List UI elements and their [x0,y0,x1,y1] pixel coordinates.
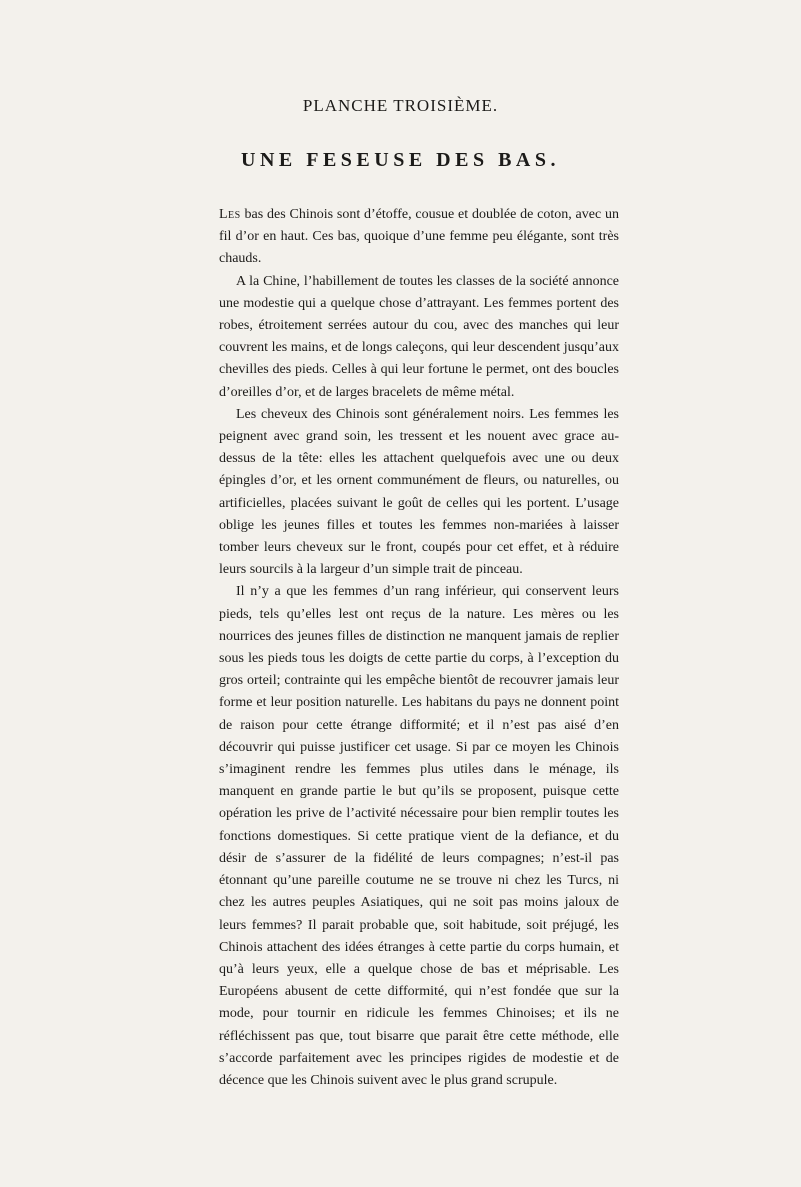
paragraph-3: Les cheveux des Chinois sont généralement noirs. Les femmes les peignent avec grand soin, les tressent et les nouent avec grace au-dessus de la tête: elles les attachent quelquefois avec une ou deux épingles d’or, et les ornent communément de fleurs, ou naturelles, ou artificielles, placées suivant le goût de celles qui les portent. L’usage oblige les jeunes filles et toutes les femmes non-mariées à laisser tomber leurs cheveux sur le front, coupés pour cet effet, et à réduire leurs sourcils à la largeur d’un simple trait de pinceau. [219,406,619,578]
paragraph-1-text: bas des Chinois sont d’étoffe, cousue et doublée de coton, avec un fil d’or en haut. Ces bas, quoique d’une femme peu élégante, sont très chauds. [219,207,619,267]
chapter-title: UNE FESEUSE DES BAS. [241,149,560,171]
paragraph-4: Il n’y a que les femmes d’un rang inférieur, qui conservent leurs pieds, tels qu’elles lest ont reçus de la nature. Les mères ou les nourrices des jeunes filles de distinction ne manquent jamais de replier sous les pieds tous les doigts de cette partie du corps, à l’exception du gros orteil; contrainte qui les empêche bientôt de recouvrer jamais leur forme et leur position naturelle. Les habitans du pays ne donnent point de raison pour cette étrange difformité; et il n’est pas aisé d’en découvrir qui puisse justificer cet usage. Si par ce moyen les Chinois s’imaginent rendre les femmes plus utiles dans le ménage, ils manquent en grande partie le but qu’ils se proposent, puisque cette opération les prive de l’activité nécessaire pour bien remplir toutes les fonctions domestiques. Si cette pratique vient de la defiance, et du désir de s’assurer de la fidélité de leurs compagnes; n’est-il pas étonnant qu’une pareille coutume ne se trouve ni chez les Turcs, ni chez les autres peuples Asiatiques, qui ne soit pas moins jaloux de leurs femmes? Il parait probable que, soit habitude, soit préjugé, les Chinois attachent des idées étranges à cette partie du corps humain, et qu’à leurs yeux, elle a quelque chose de bas et méprisable. Les Européens abusent de cette difformité, qui n’est fondée que sur la mode, pour tournir en ridicule les femmes Chinoises; et ils ne réfléchissent pas que, tout bisarre que parait être cette méthode, elle s’accorde parfaitement avec les principes rigides de modestie et de décence que les Chinois suivent avec le plus grand scrupule. [219,584,619,1088]
text-body [219,204,619,1092]
paragraph-2: A la Chine, l’habillement de toutes les classes de la société annonce une modestie qui a quelque chose d’attrayant. Les femmes portent des robes, étroitement serrées autour du cou, avec des manches qui leur couvrent les mains, et de longs caleçons, qui leur descendent jusqu’aux chevilles des pieds. Celles à qui leur fortune le permet, ont des boucles d’oreilles d’or, et de larges bracelets de même métal. [219,273,619,400]
plate-heading: PLANCHE TROISIÈME. [302,96,499,115]
lead-word: Les [219,207,241,222]
paragraph-1 [219,204,619,271]
